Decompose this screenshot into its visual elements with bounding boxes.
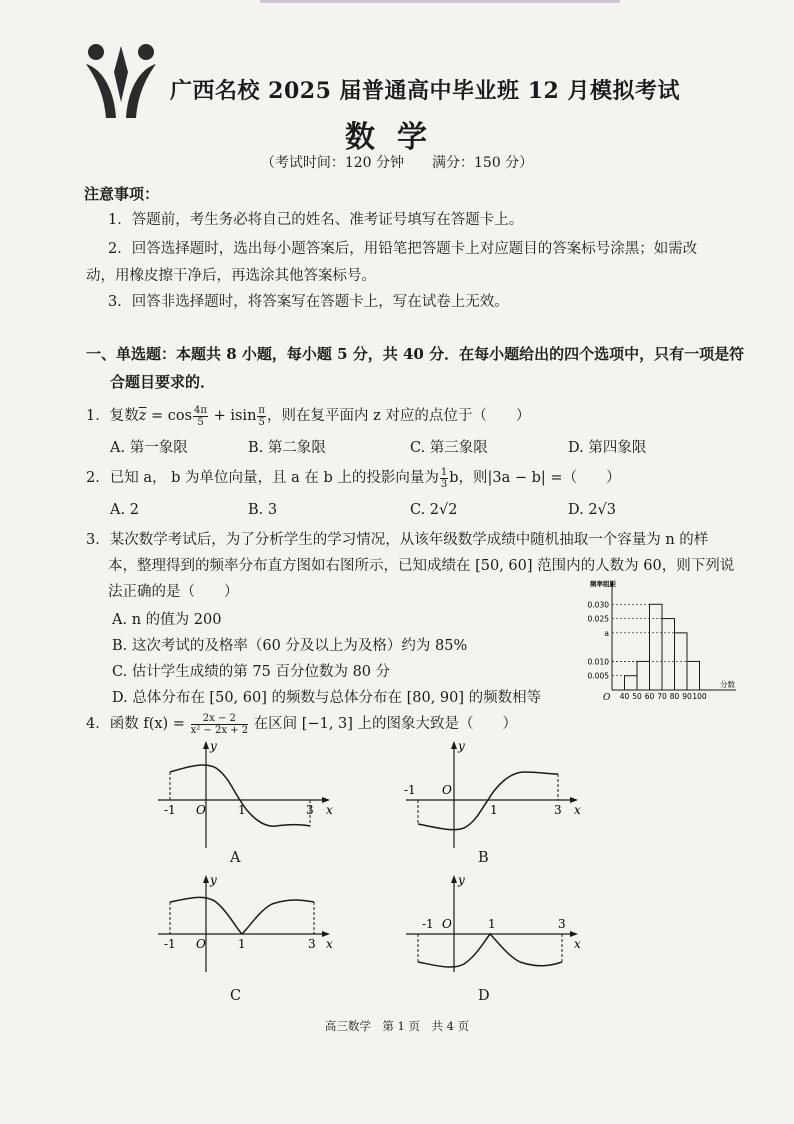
svg-text:x: x [574,803,581,817]
x-tick-label: 60 [644,692,655,701]
svg-text:O: O [442,783,452,797]
svg-text:x: x [326,803,333,817]
notice-item-3: 3．回答非选择题时，将答案写在答题卡上，写在试卷上无效。 [108,294,509,310]
x-tick-label: 80 [669,692,680,701]
svg-text:-1: -1 [422,917,434,931]
question-1: 1．复数$\overline{z} = \cos$ $\frac{4\pi}{5}$ + isin $\frac{\pi}{5}$ ，则在复平面内 z 对应的点位于（ ） [86,404,531,428]
graph-option-a [150,738,340,858]
svg-text:3: 3 [558,917,566,931]
histogram-bar [637,661,650,690]
q2-option-a: A. 2 [110,502,139,518]
graph-label-d: D [478,988,490,1004]
notice-heading: 注意事项： [84,185,160,203]
y-tick-label: 0.010 [587,657,609,667]
question-4: 4．函数 f(x) = $\frac{2x - 2}{\text{x² − 2x + 2}}$ 在区间 [−1, 3] 上的图象大致是（ ） [86,712,518,736]
notice-item-2: 2．回答选择题时，选出每小题答案后，用铅笔把答题卡上对应题目的答案标号涂黑；如需改 [108,241,698,257]
x-tick-label: 100 [692,692,707,701]
histogram-bar [625,676,638,690]
svg-text:-1: -1 [164,937,176,951]
svg-text:-1: -1 [404,783,416,797]
exam-title: 广西名校 2025 届普通高中毕业班 12 月模拟考试 [170,78,680,104]
x-tick-label: 50 [632,692,642,701]
histogram-bar [662,619,675,690]
q3-option-a: A. n 的值为 200 [112,612,222,628]
svg-text:1: 1 [238,803,246,817]
q1-option-b: B. 第二象限 [248,440,326,456]
svg-text:y: y [210,873,217,887]
question-3-line-1: 3．某次数学考试后，为了分析学生的学习情况，从该年级数学成绩中随机抽取一个容量为 n 的样 [86,532,709,548]
question-number: 1． [86,408,110,424]
q2-option-b: B. 3 [248,502,278,518]
svg-text:-1: -1 [164,803,176,817]
section-1-heading: 一、单选题：本题共 8 小题，每小题 5 分，共 40 分．在每小题给出的四个选项中，只有一项是符 [86,345,745,363]
question-3-line-2: 本，整理得到的频率分布直方图如右图所示，已知成绩在 [50, 60] 范围内的人数为 60，则下列说 [108,558,735,574]
frequency-histogram [576,578,744,702]
question-3-line-3: 法正确的是（ ） [108,584,239,600]
graph-label-a: A [230,850,241,866]
x-tick-label: 40 [619,692,630,701]
graph-option-c [150,872,340,982]
subject-title: 数学 [345,120,449,155]
q1-option-a: A. 第一象限 [110,440,188,456]
question-number: 4． [86,716,110,732]
graph-label-c: C [230,988,242,1004]
svg-text:3: 3 [306,803,314,817]
x-tick-label: 70 [657,692,667,701]
svg-text:x: x [326,937,333,951]
svg-text:y: y [458,873,465,887]
graph-option-d [398,872,588,982]
fraction: $\frac{\pi}{5}$ [258,404,265,428]
svg-text:O: O [196,803,206,817]
notice-item-1: 1．答题前，考生务必将自己的姓名、准考证号填写在答题卡上。 [108,212,524,228]
scan-edge-mark [260,0,620,3]
svg-text:3: 3 [554,803,562,817]
q1-option-d: D. 第四象限 [568,440,647,456]
svg-text:1: 1 [238,937,246,951]
q1-option-c: C. 第三象限 [410,440,488,456]
svg-text:O: O [196,937,206,951]
svg-text:1: 1 [488,917,496,931]
fraction: $\frac{4\pi}{5}$ [194,404,207,428]
notice-item-2-cont: 动，用橡皮擦干净后，再选涂其他答案标号。 [86,268,376,284]
y-tick-label: 0.025 [587,614,609,624]
y-tick-label: a [604,628,609,638]
school-logo-icon [80,42,162,122]
section-1-heading-cont: 合题目要求的． [110,373,216,391]
svg-text:3: 3 [308,937,316,951]
question-number: 3． [86,532,110,548]
histogram-bar [687,661,700,690]
y-tick-label: 0.030 [587,600,609,610]
svg-text:1: 1 [490,803,498,817]
x-axis-label: 分数 [720,680,735,689]
q3-option-d: D. 总体分布在 [50, 60] 的频数与总体分布在 [80, 90] 的频数相等 [112,690,542,706]
origin-label: O [603,693,611,702]
x-tick-label: 90 [682,692,692,701]
question-2: 2．已知 a， b 为单位向量，且 a 在 b 上的投影向量为 $\frac{1}{3}$ b，则|3a − b| =（ ） [86,466,621,490]
exam-info: （考试时间：120 分钟 满分：150 分） [260,155,534,171]
svg-text:x: x [574,937,581,951]
question-number: 2． [86,470,110,486]
svg-text:y: y [458,739,465,753]
graph-option-b [398,738,588,858]
graph-label-b: B [478,850,489,866]
fraction: $\frac{1}{3}$ [440,466,448,490]
svg-text:y: y [210,739,217,753]
svg-text:O: O [442,917,452,931]
q2-option-c: C. 2√2 [410,502,458,518]
q3-option-b: B. 这次考试的及格率（60 分及以上为及格）约为 85% [112,638,468,654]
y-axis-label: 频率组距 [590,580,616,588]
page-footer: 高三数学 第 1 页 共 4 页 [324,1019,470,1033]
q3-option-c: C. 估计学生成绩的第 75 百分位数为 80 分 [112,664,391,680]
y-tick-label: 0.005 [587,671,609,681]
fraction: $\frac{2x - 2}{\text{x² − 2x + 2}}$ [190,712,249,736]
histogram-bar [650,604,663,690]
q2-option-d: D. 2√3 [568,502,617,518]
